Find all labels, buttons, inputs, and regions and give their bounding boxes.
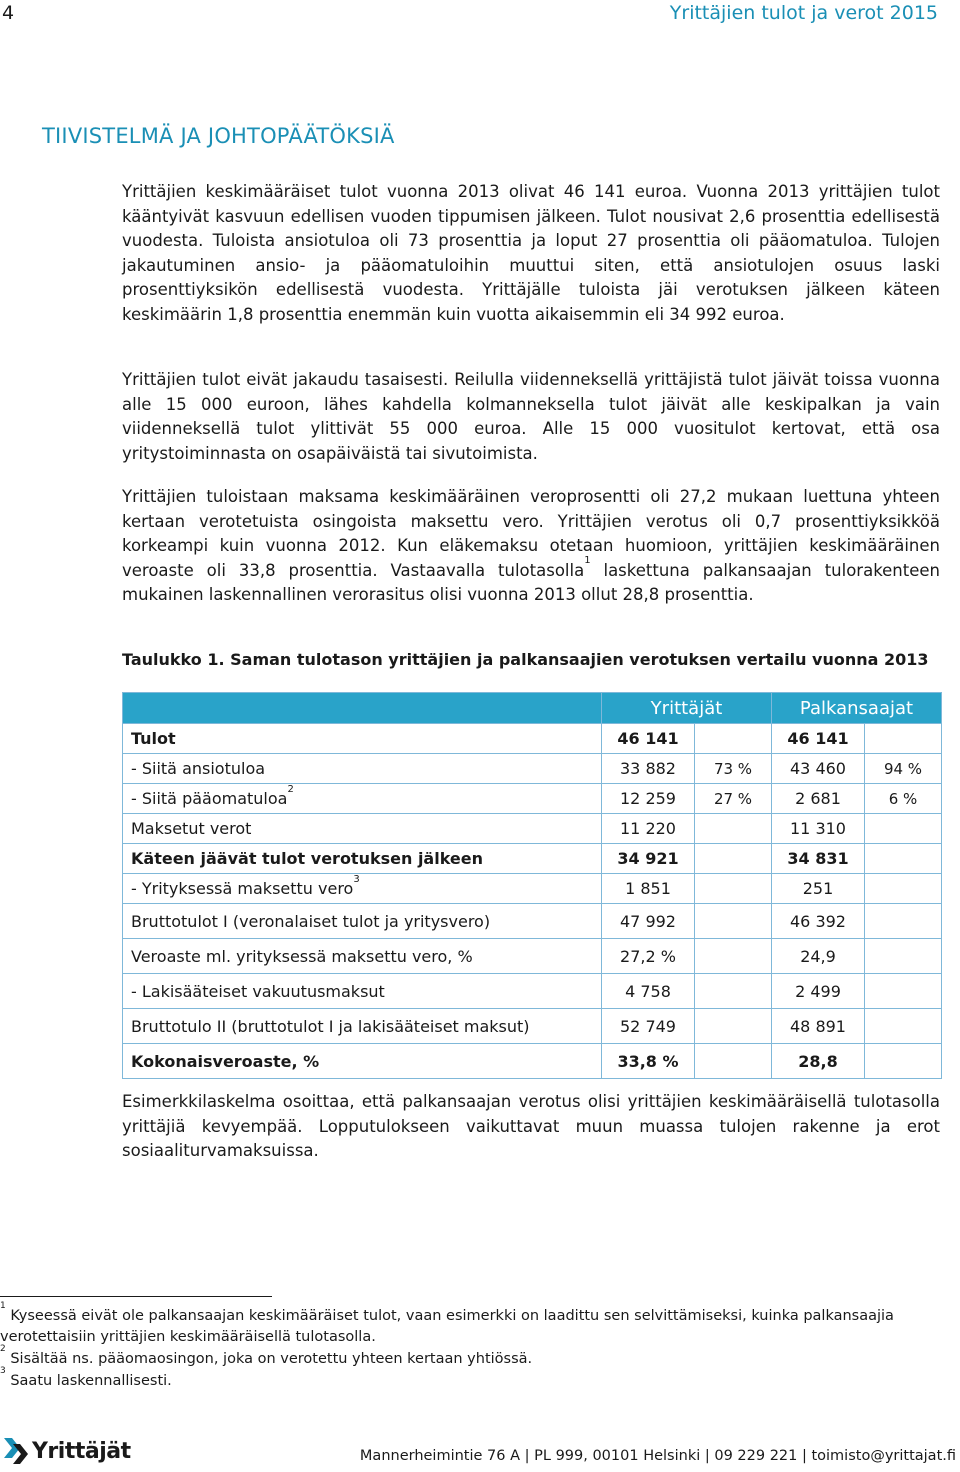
row-label: Veroaste ml. yrityksessä maksettu vero, %	[123, 939, 602, 974]
yrittajat-value: 46 141	[602, 724, 695, 754]
footnote-1	[0, 1301, 930, 1348]
footnote-3-number: 3	[0, 1366, 6, 1377]
paragraph-taxation	[122, 485, 940, 608]
row-label: Bruttotulot I (veronalaiset tulot ja yritysvero)	[123, 904, 602, 939]
yrittajat-value: 47 992	[602, 904, 695, 939]
page-number: 4	[2, 2, 15, 24]
yrittajat-share	[695, 724, 772, 754]
yrittajat-value: 1 851	[602, 874, 695, 904]
palkansaajat-value: 48 891	[772, 1009, 865, 1044]
yrittajat-logo[interactable]	[4, 1438, 131, 1464]
palkansaajat-value: 43 460	[772, 754, 865, 784]
table-header-row	[123, 693, 942, 724]
footnote-1-number: 1	[0, 1301, 6, 1312]
running-title: Yrittäjien tulot ja verot 2015	[669, 2, 938, 24]
yrittajat-share	[695, 939, 772, 974]
palkansaajat-share	[865, 904, 942, 939]
table-caption-number: Taulukko 1.	[122, 650, 225, 669]
row-label: - Lakisääteiset vakuutusmaksut	[123, 974, 602, 1009]
palkansaajat-value: 11 310	[772, 814, 865, 844]
row-label: Tulot	[123, 724, 602, 754]
table-row	[123, 844, 942, 874]
yrittajat-value: 33,8 %	[602, 1044, 695, 1079]
yrittajat-value: 4 758	[602, 974, 695, 1009]
footnote-2-text: Sisältää ns. pääomaosingon, joka on verotettu yhteen kertaan yhtiössä.	[5, 1351, 533, 1367]
footnote-divider	[0, 1296, 272, 1297]
table-row	[123, 1009, 942, 1044]
palkansaajat-share	[865, 844, 942, 874]
palkansaajat-value: 24,9	[772, 939, 865, 974]
palkansaajat-value: 2 499	[772, 974, 865, 1009]
palkansaajat-value: 46 392	[772, 904, 865, 939]
palkansaajat-value: 34 831	[772, 844, 865, 874]
table-row	[123, 784, 942, 814]
paragraph-taxation-part1: Yrittäjien tuloistaan maksama keskimääräinen veroprosentti oli 27,2 mukaan luettuna yhteen kertaan verotetuista osingoista maksettu vero. Yrittäjien verotus oli 0,7 prosenttiyksikköä korkeampi kuin vuonna 2012. Kun eläkemaksu otetaan huomioon, yrittäjien keskimääräinen veroaste oli 33,8 prosenttia. Vastaavalla tulotasolla	[122, 487, 940, 580]
palkansaajat-share: 6 %	[865, 784, 942, 814]
yrittajat-share	[695, 1044, 772, 1079]
row-label: - Siitä ansiotuloa	[123, 754, 602, 784]
table-header-blank	[123, 693, 602, 724]
palkansaajat-value: 28,8	[772, 1044, 865, 1079]
palkansaajat-value: 251	[772, 874, 865, 904]
table-row	[123, 874, 942, 904]
table-caption	[122, 650, 929, 669]
table-row	[123, 974, 942, 1009]
yrittajat-share	[695, 874, 772, 904]
paragraph-distribution: Yrittäjien tulot eivät jakaudu tasaisesti. Reilulla viidenneksellä yrittäjistä tulot jäivät toissa vuonna alle 15 000 euroon, lähes kahdella kolmanneksella tulot jäivät alle keskipalkan ja vain viidenneksellä tulot ylittivät 55 000 euroa. Alle 15 000 vuositulot kertovat, että osa yritystoiminnasta on osapäiväistä tai sivutoimista.	[122, 370, 940, 463]
yrittajat-value: 33 882	[602, 754, 695, 784]
palkansaajat-share	[865, 939, 942, 974]
paragraph-taxation-part2: laskettuna palkansaajan tulorakenteen mukainen laskennallinen verorasitus olisi vuonna 2013 ollut 28,8 prosenttia.	[122, 560, 940, 604]
row-label-text: - Siitä pääomatuloa	[131, 789, 288, 808]
palkansaajat-share	[865, 974, 942, 1009]
footnote-3-text: Saatu laskennallisesti.	[5, 1373, 172, 1389]
yrittajat-share	[695, 844, 772, 874]
footnote-ref[interactable]: 3	[353, 873, 360, 885]
palkansaajat-share: 94 %	[865, 754, 942, 784]
table-row	[123, 939, 942, 974]
palkansaajat-share	[865, 814, 942, 844]
row-label: Bruttotulo II (bruttotulot I ja lakisääteiset maksut)	[123, 1009, 602, 1044]
logo-text: Yrittäjät	[32, 1438, 131, 1464]
comparison-table	[122, 692, 942, 1079]
table-row	[123, 1044, 942, 1079]
table-row	[123, 814, 942, 844]
paragraph-summary: Yrittäjien keskimääräiset tulot vuonna 2013 olivat 46 141 euroa. Vuonna 2013 yrittäjien tulot kääntyivät kasvuun edellisen vuoden tippumisen jälkeen. Tulot nousivat 2,6 prosenttia edellisestä vuodesta. Tuloista ansiotuloa oli 73 prosenttia ja loput 27 prosenttia oli pääomatuloa. Tulojen jakautuminen ansio- ja pääomatuloihin muuttui siten, että ansiotulojen osuus laski prosenttiyksikön edellisestä vuodesta. Yrittäjälle tuloista jäi verotuksen jälkeen käteen keskimäärin 1,8 prosenttia enemmän kuin vuotta aikaisemmin eli 34 992 euroa.	[122, 182, 940, 324]
table-row	[123, 754, 942, 784]
row-label-text: - Yrityksessä maksettu vero	[131, 879, 354, 898]
footnote-2	[0, 1344, 930, 1370]
footer-contact: Mannerheimintie 76 A | PL 999, 00101 Helsinki | 09 229 221 | toimisto@yrittajat.fi	[359, 1448, 956, 1464]
table-row	[123, 904, 942, 939]
footnote-1-text: Kyseessä eivät ole palkansaajan keskimääräiset tulot, vaan esimerkki on laadittu sen selvittämiseksi, kuinka palkansaajia verotettaisiin yrittäjien keskimääräisellä tulotasolla.	[0, 1308, 894, 1345]
row-label: Maksetut verot	[123, 814, 602, 844]
palkansaajat-share	[865, 1044, 942, 1079]
row-label	[123, 874, 602, 904]
footnote-ref[interactable]: 2	[287, 783, 294, 795]
yrittajat-share	[695, 974, 772, 1009]
yrittajat-share: 73 %	[695, 754, 772, 784]
yrittajat-share	[695, 814, 772, 844]
palkansaajat-value: 46 141	[772, 724, 865, 754]
yrittajat-value: 27,2 %	[602, 939, 695, 974]
palkansaajat-value: 2 681	[772, 784, 865, 814]
yrittajat-value: 52 749	[602, 1009, 695, 1044]
yrittajat-value: 34 921	[602, 844, 695, 874]
table-row	[123, 724, 942, 754]
yrittajat-share	[695, 904, 772, 939]
palkansaajat-share	[865, 1009, 942, 1044]
yrittajat-value: 12 259	[602, 784, 695, 814]
row-label	[123, 784, 602, 814]
yrittajat-share: 27 %	[695, 784, 772, 814]
paragraph-conclusion: Esimerkkilaskelma osoittaa, että palkansaajan verotus olisi yrittäjien keskimääräisellä tulotasolla yrittäjiä kevyempää. Lopputulokseen vaikuttavat muun muassa tulojen rakenne ja erot sosiaaliturvamaksuissa.	[122, 1092, 940, 1160]
column-header-yrittajat: Yrittäjät	[602, 693, 772, 724]
column-header-palkansaajat: Palkansaajat	[772, 693, 942, 724]
yrittajat-value: 11 220	[602, 814, 695, 844]
row-label: Kokonaisveroaste, %	[123, 1044, 602, 1079]
footnote-2-number: 2	[0, 1344, 6, 1355]
section-heading: TIIVISTELMÄ JA JOHTOPÄÄTÖKSIÄ	[42, 124, 395, 148]
table-caption-text: Saman tulotason yrittäjien ja palkansaajien verotuksen vertailu vuonna 2013	[224, 650, 929, 669]
palkansaajat-share	[865, 874, 942, 904]
footnote-ref-1[interactable]: 1	[584, 555, 591, 566]
palkansaajat-share	[865, 724, 942, 754]
row-label: Käteen jäävät tulot verotuksen jälkeen	[123, 844, 602, 874]
footnote-3	[0, 1366, 930, 1392]
logo-arrows-icon	[4, 1438, 30, 1464]
yrittajat-share	[695, 1009, 772, 1044]
